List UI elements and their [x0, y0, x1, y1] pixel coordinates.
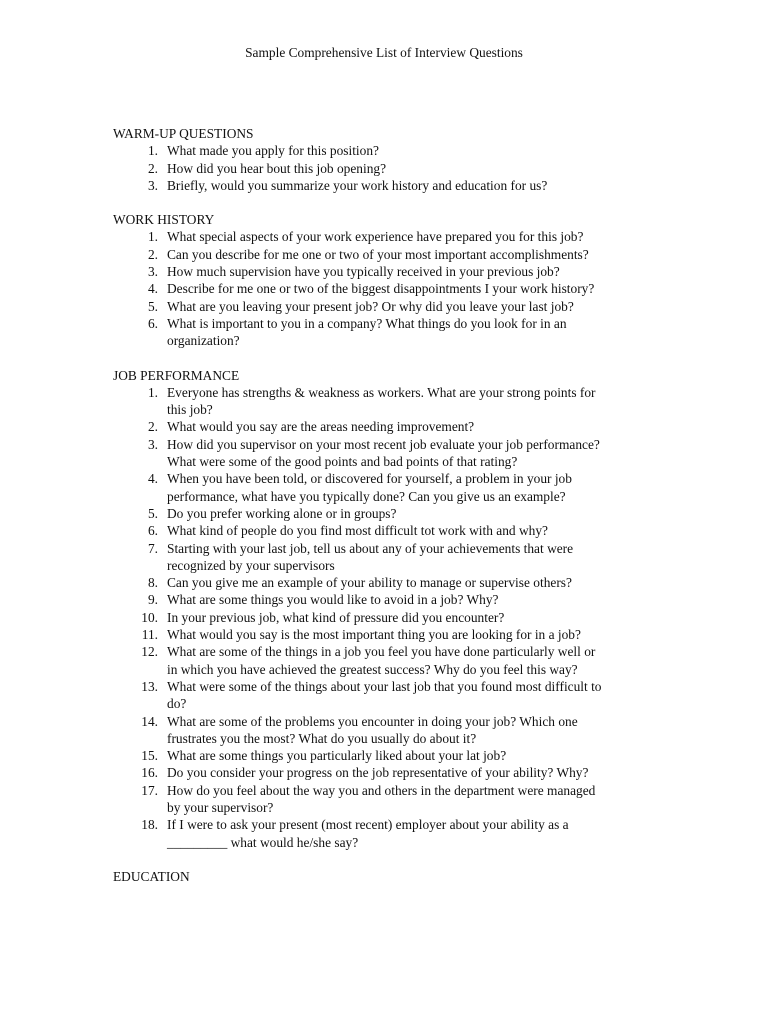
question-text: [167, 142, 379, 159]
question-text: [167, 246, 589, 263]
question-item: [113, 246, 673, 263]
question-number: 4.: [147, 471, 158, 487]
question-item: [113, 418, 673, 435]
question-line: What special aspects of your work experience have prepared you for this job?: [167, 229, 584, 245]
question-text: [167, 522, 548, 539]
question-line: What made you apply for this position?: [167, 143, 379, 159]
question-list: [113, 228, 673, 349]
question-line: What are some of the things in a job you feel you have done particularly well or: [167, 644, 596, 660]
question-item: [113, 436, 673, 471]
question-line: How do you feel about the way you and others in the department were managed: [167, 782, 596, 798]
question-text: [167, 418, 474, 435]
section-work-history: [113, 211, 673, 349]
question-line: Can you give me an example of your ability to manage or supervise others?: [167, 575, 572, 591]
question-item: [113, 315, 673, 350]
question-text: [167, 160, 386, 177]
question-item: [113, 522, 673, 539]
section-heading: EDUCATION: [113, 868, 190, 884]
question-line: How did you supervisor on your most recent job evaluate your job performance?: [167, 436, 600, 452]
question-text: [167, 436, 600, 471]
question-number: 2.: [147, 419, 158, 435]
question-line: by your supervisor?: [167, 799, 274, 815]
question-line: What were some of the things about your last job that you found most difficult to: [167, 678, 602, 694]
question-line: do?: [167, 696, 187, 712]
question-item: [113, 263, 673, 280]
question-item: [113, 228, 673, 245]
question-number: 5.: [147, 298, 158, 314]
question-line: recognized by your supervisors: [167, 557, 335, 573]
question-item: [113, 678, 673, 713]
question-item: [113, 626, 673, 643]
question-text: [167, 540, 573, 575]
question-line: In your previous job, what kind of pressure did you encounter?: [167, 609, 505, 625]
section-heading: JOB PERFORMANCE: [113, 367, 240, 383]
question-number: 3.: [147, 436, 158, 452]
question-text: [167, 626, 581, 643]
question-number: 3.: [147, 264, 158, 280]
question-line: How did you hear bout this job opening?: [167, 160, 387, 176]
question-text: [167, 782, 595, 817]
question-item: [113, 747, 673, 764]
question-text: [167, 713, 578, 748]
question-item: [113, 574, 673, 591]
question-item: [113, 540, 673, 575]
question-number: 18.: [141, 817, 158, 833]
question-number: 1.: [147, 229, 158, 245]
document-body: [113, 125, 673, 902]
section-job-performance: [113, 367, 673, 851]
question-item: [113, 470, 673, 505]
question-line: Briefly, would you summarize your work history and education for us?: [167, 177, 548, 193]
question-line: When you have been told, or discovered for yourself, a problem in your job: [167, 471, 572, 487]
question-number: 7.: [147, 540, 158, 556]
question-number: 16.: [141, 765, 158, 781]
question-item: [113, 782, 673, 817]
question-line: What would you say are the areas needing improvement?: [167, 419, 475, 435]
question-text: [167, 298, 574, 315]
question-text: [167, 747, 506, 764]
question-number: 3.: [147, 177, 158, 193]
question-line: What are you leaving your present job? Or why did you leave your last job?: [167, 298, 574, 314]
question-text: [167, 505, 396, 522]
question-line: What would you say is the most important thing you are looking for in a job?: [167, 627, 581, 643]
question-text: [167, 764, 588, 781]
question-line: performance, what have you typically done? Can you give us an example?: [167, 488, 566, 504]
question-line: What are some of the problems you encounter in doing your job? Which one: [167, 713, 578, 729]
question-line: What are some things you particularly liked about your lat job?: [167, 748, 507, 764]
section-heading: WARM-UP QUESTIONS: [113, 126, 254, 141]
question-number: 4.: [147, 281, 158, 297]
question-number: 2.: [147, 160, 158, 176]
question-number: 5.: [147, 505, 158, 521]
question-text: [167, 591, 498, 608]
question-line: Everyone has strengths & weakness as workers. What are your strong points for: [167, 384, 596, 400]
question-text: [167, 280, 594, 297]
question-number: 15.: [141, 748, 158, 764]
question-line: Can you describe for me one or two of your most important accomplishments?: [167, 246, 589, 262]
question-item: [113, 160, 673, 177]
section-warm-up-questions: [113, 125, 673, 194]
question-text: [167, 470, 572, 505]
question-number: 6.: [147, 315, 158, 331]
section-education: [113, 868, 673, 885]
question-line: What were some of the good points and bad points of that rating?: [167, 454, 518, 470]
question-line: What is important to you in a company? What things do you look for in an: [167, 315, 567, 331]
question-line: Describe for me one or two of the biggest disappointments I your work history?: [167, 281, 595, 297]
question-number: 11.: [141, 627, 158, 643]
question-text: [167, 315, 567, 350]
question-line: organization?: [167, 333, 240, 349]
question-item: [113, 713, 673, 748]
question-item: [113, 177, 673, 194]
question-line: frustrates you the most? What do you usually do about it?: [167, 730, 477, 746]
question-number: 14.: [141, 713, 158, 729]
question-line: What kind of people do you find most difficult tot work with and why?: [167, 523, 548, 539]
question-number: 10.: [141, 609, 158, 625]
question-line: Do you prefer working alone or in groups?: [167, 505, 397, 521]
question-item: [113, 384, 673, 419]
question-number: 1.: [147, 143, 158, 159]
question-number: 13.: [141, 678, 158, 694]
question-item: [113, 609, 673, 626]
question-number: 8.: [147, 575, 158, 591]
question-list: [113, 142, 673, 194]
question-item: [113, 643, 673, 678]
question-item: [113, 505, 673, 522]
question-line: Do you consider your progress on the job representative of your ability? Why?: [167, 765, 589, 781]
question-number: 9.: [147, 592, 158, 608]
question-line: _________ what would he/she say?: [167, 834, 359, 850]
question-text: [167, 177, 547, 194]
question-text: [167, 574, 572, 591]
question-text: [167, 816, 569, 851]
question-line: Starting with your last job, tell us about any of your achievements that were: [167, 540, 574, 556]
question-number: 17.: [141, 782, 158, 798]
question-line: this job?: [167, 402, 213, 418]
question-line: in which you have achieved the greatest success? Why do you feel this way?: [167, 661, 578, 677]
question-number: 6.: [147, 523, 158, 539]
question-item: [113, 591, 673, 608]
question-item: [113, 298, 673, 315]
question-text: [167, 609, 504, 626]
question-item: [113, 142, 673, 159]
question-number: 1.: [147, 384, 158, 400]
question-line: What are some things you would like to avoid in a job? Why?: [167, 592, 499, 608]
question-text: [167, 228, 583, 245]
question-item: [113, 764, 673, 781]
question-line: How much supervision have you typically received in your previous job?: [167, 264, 560, 280]
question-text: [167, 384, 596, 419]
section-heading: WORK HISTORY: [113, 212, 215, 228]
question-number: 12.: [141, 644, 158, 660]
question-list: [113, 384, 673, 851]
question-text: [167, 643, 595, 678]
document-title: Sample Comprehensive List of Interview Questions: [245, 45, 523, 60]
question-text: [167, 263, 560, 280]
question-item: [113, 816, 673, 851]
question-text: [167, 678, 602, 713]
question-number: 2.: [147, 246, 158, 262]
question-item: [113, 280, 673, 297]
question-line: If I were to ask your present (most recent) employer about your ability as a: [167, 817, 569, 833]
